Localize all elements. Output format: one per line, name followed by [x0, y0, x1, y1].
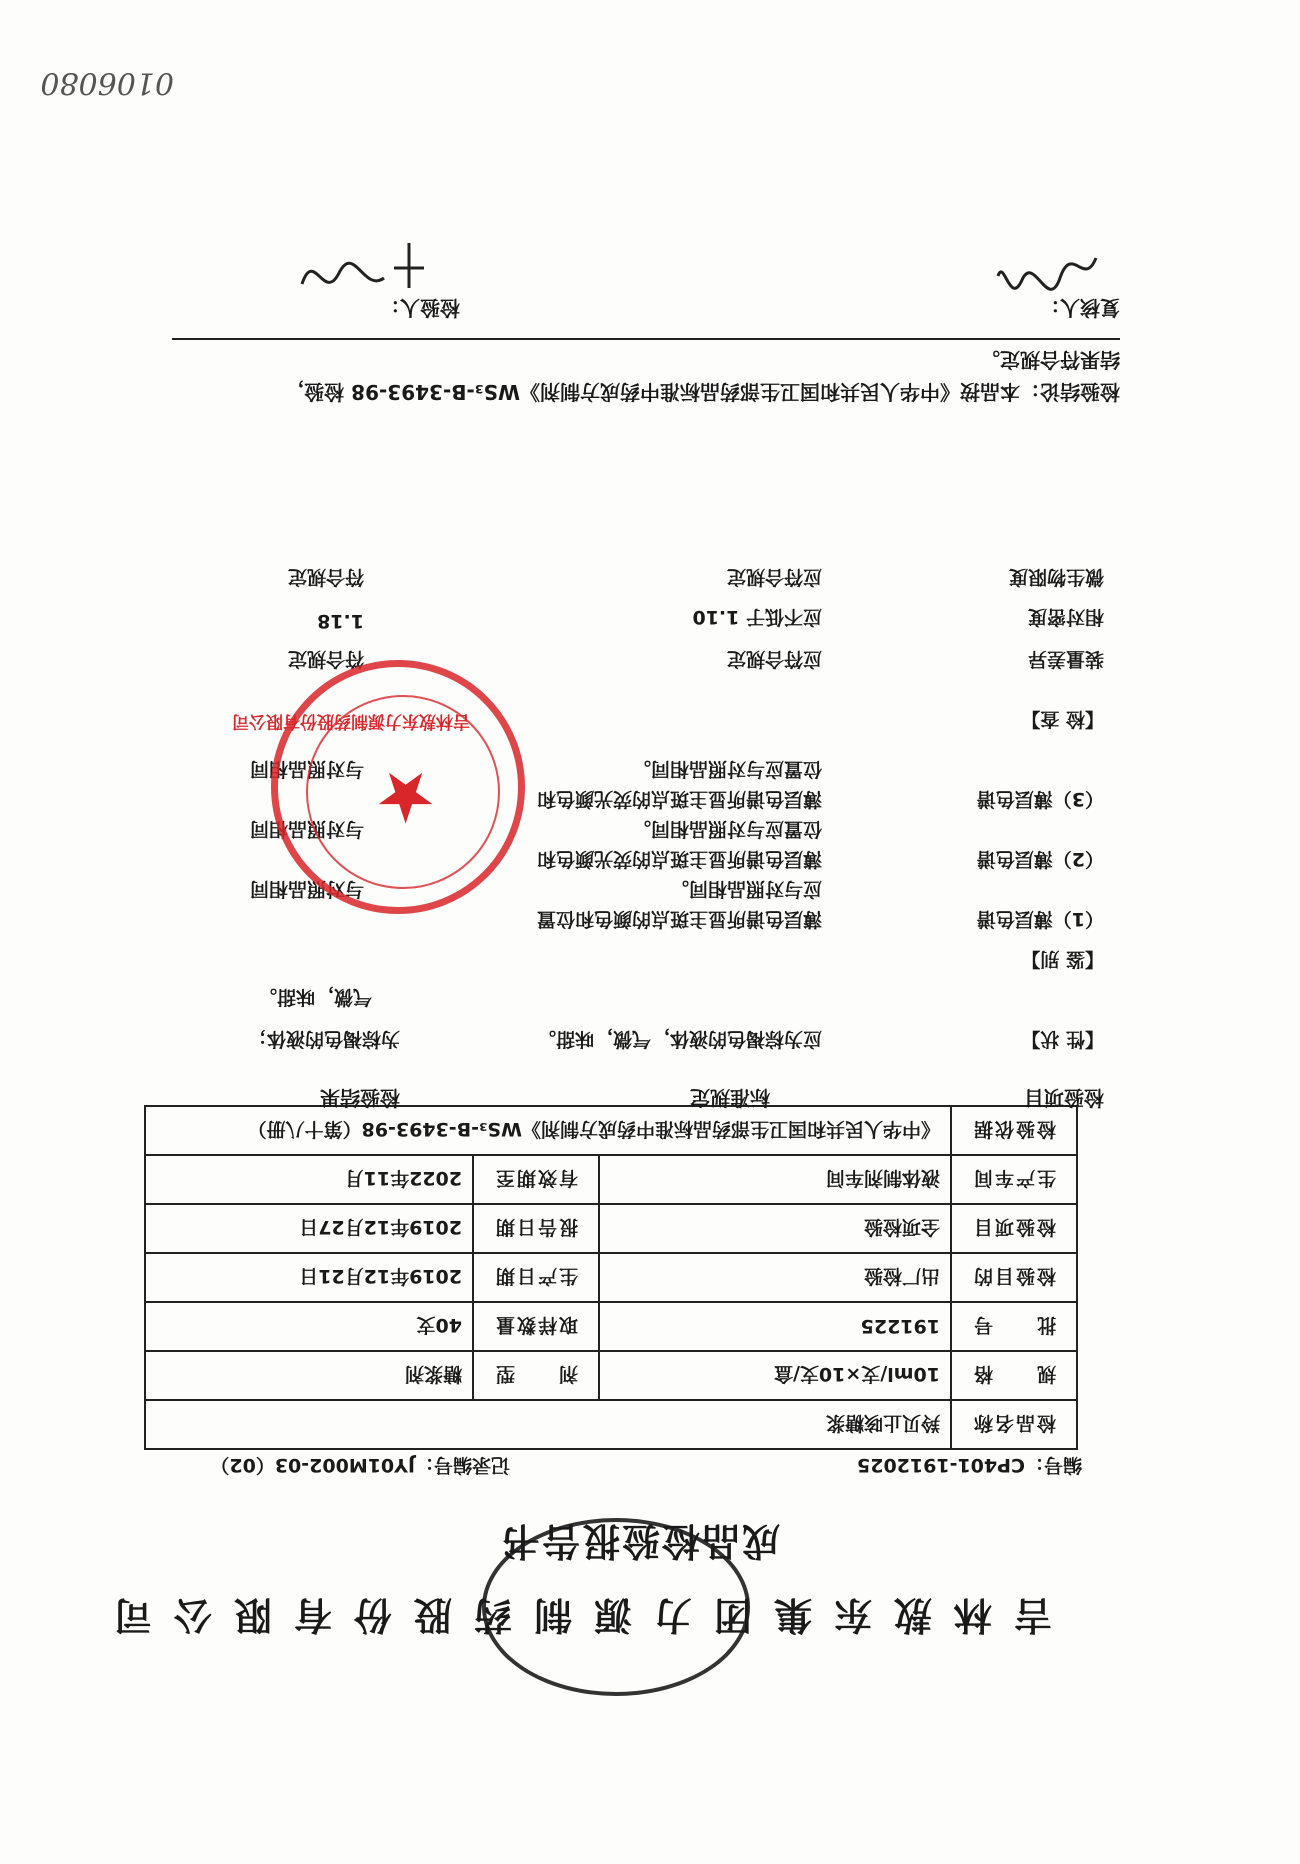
row-standard: 应符合规定: [726, 566, 822, 588]
row-result: 为棕褐色的液体；: [247, 1028, 400, 1050]
info-value: 出厂检验: [599, 1253, 951, 1302]
report-title: 成品检验报告书: [499, 1519, 780, 1563]
column-header-standard: 标准规定: [690, 1086, 770, 1110]
info-value: 2019年12月27日: [145, 1204, 473, 1253]
company-name: 吉林敖东集团力源制药股份有限公司: [91, 1593, 1052, 1637]
table-row: [145, 1204, 1077, 1253]
row-result: 符合规定: [287, 566, 364, 588]
conclusion-line-1: 检验结论：本品按《中华人民共和国卫生部药品标准中药成方制剂》WS₃-B-3493-98 检验，: [284, 380, 1120, 404]
row-item: 相对密度: [1027, 606, 1104, 628]
row-item: 微生物限度: [1008, 566, 1104, 588]
row-standard: 应为棕褐色的液体，气微，味甜。: [536, 1028, 822, 1050]
info-label: 生产车间: [951, 1155, 1077, 1204]
row-standard: 位置应与对照品相同。: [631, 758, 822, 780]
row-standard: 位置应与对照品相同。: [631, 818, 822, 840]
handwritten-number: 0106080: [40, 65, 174, 100]
info-label: 剂 型: [473, 1351, 599, 1400]
inspector-label: 检验人：: [380, 296, 460, 320]
divider: [172, 338, 1120, 340]
row-result: 符合规定: [287, 648, 364, 670]
info-label: 生产日期: [473, 1253, 599, 1302]
table-row: [145, 1155, 1077, 1204]
reviewer-signature: [994, 238, 1104, 298]
info-value: 2019年12月21日: [145, 1253, 473, 1302]
row-item: （1）薄层色谱: [976, 908, 1104, 930]
row-standard: 应符合规定: [726, 648, 822, 670]
report-number: 编号：CP401-1912025: [857, 1454, 1082, 1476]
star-icon: ★: [374, 756, 437, 838]
row-standard: 应与对照品相同。: [669, 878, 822, 900]
info-value: 2022年11月: [145, 1155, 473, 1204]
row-item: （3）薄层色谱: [976, 788, 1104, 810]
row-result: 气微，味甜。: [257, 986, 372, 1008]
table-row: [145, 1106, 1077, 1155]
row-result: 1.18: [317, 610, 364, 632]
info-table: [144, 1105, 1078, 1450]
row-item: 装量差异: [1027, 648, 1104, 670]
row-standard: 薄层色谱所显主斑点的荧光颜色和: [536, 788, 822, 810]
info-value: 191225: [599, 1302, 951, 1351]
record-number: 记录编号：JY01M002-03（02）: [210, 1454, 510, 1476]
row-item: 【检 查】: [1021, 708, 1104, 730]
info-label: 检验项目: [951, 1204, 1077, 1253]
info-value: 40支: [145, 1302, 473, 1351]
conclusion-line-2: 结果符合规定。: [980, 348, 1120, 372]
row-standard: 薄层色谱所显主斑点的颜色和位置: [536, 908, 822, 930]
row-item: （2）薄层色谱: [976, 848, 1104, 870]
info-label: 规 格: [951, 1351, 1077, 1400]
info-label: 报告日期: [473, 1204, 599, 1253]
column-header-result: 检验结果: [320, 1086, 400, 1110]
row-result: 与对照品相同: [249, 758, 364, 780]
info-label: 批 号: [951, 1302, 1077, 1351]
info-value: 10ml/支×10支/盒: [599, 1351, 951, 1400]
row-result: 与对照品相同: [249, 818, 364, 840]
info-label: 检品名称: [951, 1400, 1077, 1449]
column-header-item: 检验项目: [1024, 1086, 1104, 1110]
red-seal-text: 吉林敖东力源制药股份有限公司: [232, 711, 470, 731]
row-standard: 应不低于 1.10: [692, 606, 822, 628]
table-row: [145, 1302, 1077, 1351]
row-item: 【性 状】: [1021, 1028, 1104, 1050]
row-result: 与对照品相同: [249, 878, 364, 900]
row-item: 【鉴 别】: [1021, 948, 1104, 970]
table-row: [145, 1253, 1077, 1302]
table-row: [145, 1351, 1077, 1400]
info-value: 《中华人民共和国卫生部药品标准中药成方制剂》WS₃-B-3493-98（第十八册）: [145, 1106, 951, 1155]
table-row: [145, 1400, 1077, 1449]
reviewer-label: 复核人：: [1040, 296, 1120, 320]
info-value: 羚贝止咳糖浆: [145, 1400, 951, 1449]
info-label: 检验目的: [951, 1253, 1077, 1302]
info-value: 液体制剂车间: [599, 1155, 951, 1204]
info-value: 全项检验: [599, 1204, 951, 1253]
info-label: 有效期至: [473, 1155, 599, 1204]
info-label: 取样数量: [473, 1302, 599, 1351]
info-label: 检验依据: [951, 1106, 1077, 1155]
inspector-signature: [294, 238, 434, 298]
info-value: 糖浆剂: [145, 1351, 473, 1400]
row-standard: 薄层色谱所显主斑点的荧光颜色和: [536, 848, 822, 870]
